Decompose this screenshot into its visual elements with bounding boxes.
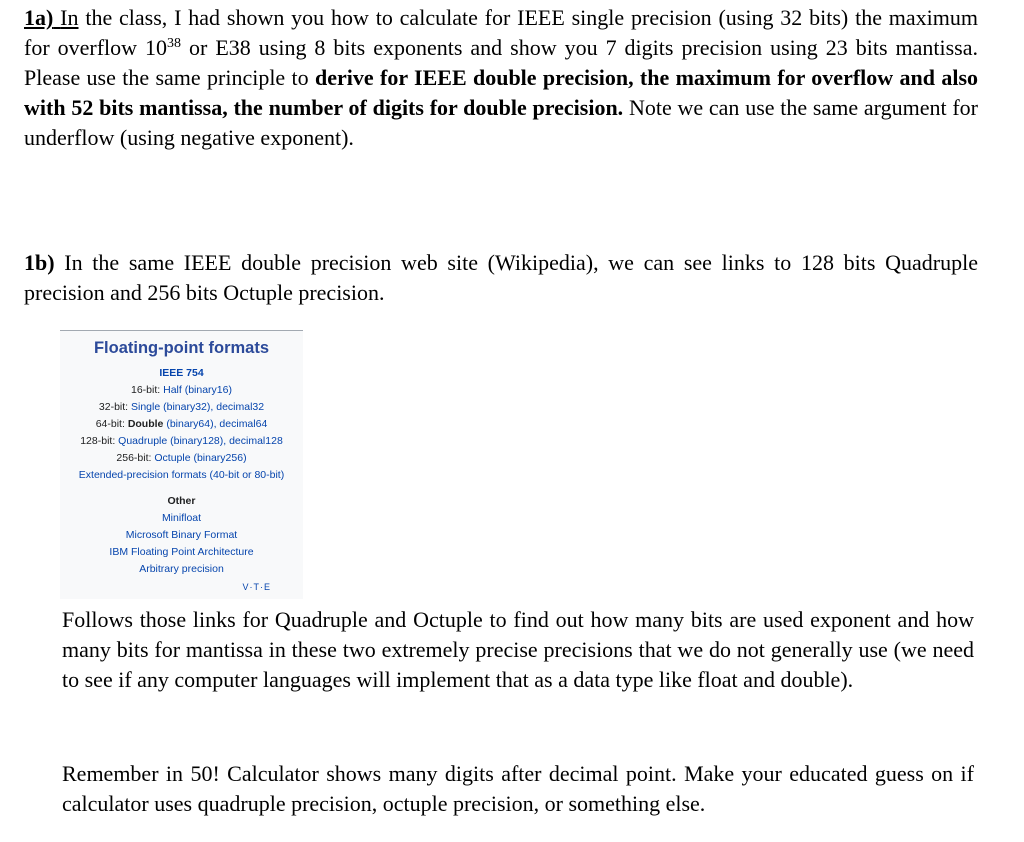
- navbox-row-prefix: 32-bit:: [98, 401, 131, 413]
- navbox-row-main-link: Double: [127, 418, 164, 430]
- navbox-row-prefix: 64-bit:: [95, 418, 128, 430]
- question-1a-label-word: In: [60, 5, 79, 30]
- navbox-ieee-section: [60, 365, 303, 484]
- navbox-row-prefix: 256-bit:: [116, 452, 155, 464]
- remember-paragraph: Remember in 50! Calculator shows many digits after decimal point. Make your educated guess on if calculator uses quadruple precision, octuple precision, or something else.: [62, 761, 974, 816]
- navbox-row-rest-links[interactable]: (binary256): [190, 452, 247, 464]
- question-1b: [24, 248, 978, 308]
- question-1a-bold-task: derive for IEEE double precision, the maximum for overflow and also with 52 bits mantissa, the number of digits for double precision.: [24, 65, 979, 120]
- navbox-row-main-link[interactable]: Single: [131, 401, 161, 413]
- navbox-row-rest-links[interactable]: (binary32), decimal32: [160, 401, 265, 413]
- navbox-vte-links[interactable]: V·T·E: [242, 582, 271, 592]
- navbox-row-prefix: 128-bit:: [80, 435, 119, 447]
- navbox-ieee-row: [60, 416, 303, 433]
- follows-paragraph: Follows those links for Quadruple and Octuple to find out how many bits are used exponent and how many bits for mantissa in these two extremely precise precisions that we do not generally use (we need to see if any computer languages will implement that as a data type like float and double).: [62, 607, 974, 692]
- question-1a-text-1: the class, I had shown you how to calculate for IEEE single precision (using 32 bits) the maximum for overflow 10: [24, 5, 979, 60]
- question-1b-label: 1b): [24, 250, 55, 275]
- navbox-row-rest-links[interactable]: (binary64), decimal64: [163, 418, 268, 430]
- navbox-row-prefix: 16-bit:: [131, 384, 164, 396]
- navbox-row-main-link[interactable]: Half: [163, 384, 182, 396]
- exponent-superscript: 38: [167, 36, 182, 51]
- question-1a-text-2: or E38 using 8 bits exponents and show you 7 digits precision using 23 bits mantissa. Please use the same principle to: [24, 35, 978, 90]
- question-1b-text: In the same IEEE double precision web site (Wikipedia), we can see links to 128 bits Quadruple precision and 256 bits Octuple precision.: [24, 250, 978, 305]
- navbox-ieee-row: [60, 399, 303, 416]
- navbox-row-main-link[interactable]: Quadruple: [118, 435, 168, 447]
- navbox-row-main-link[interactable]: Octuple: [154, 452, 191, 464]
- navbox-other-link[interactable]: Microsoft Binary Format: [125, 529, 238, 541]
- navbox-extended-link[interactable]: Extended-precision formats (40-bit or 80-bit): [78, 469, 285, 481]
- navbox-other-section: [60, 492, 303, 578]
- navbox-other-header: Other: [167, 495, 196, 507]
- navbox-title[interactable]: Floating-point formats: [93, 339, 270, 357]
- navbox-row-rest-links[interactable]: (binary128), decimal128: [167, 435, 283, 447]
- floating-point-navbox: [60, 330, 303, 599]
- navbox-row-rest-links[interactable]: (binary16): [181, 384, 232, 396]
- navbox-ieee-list: [60, 382, 303, 467]
- navbox-ieee-header[interactable]: IEEE 754: [159, 367, 204, 379]
- navbox-other-link[interactable]: Arbitrary precision: [139, 563, 224, 575]
- navbox-ieee-row: [60, 382, 303, 399]
- navbox-other-link[interactable]: IBM Floating Point Architecture: [109, 546, 254, 558]
- navbox-ieee-row: [60, 450, 303, 467]
- navbox-other-link[interactable]: Minifloat: [161, 512, 202, 524]
- question-1a: [24, 3, 978, 153]
- question-1a-text-3: Note we can use the same argument for underflow (using negative exponent).: [24, 95, 979, 150]
- navbox-other-list: [60, 510, 303, 578]
- navbox-ieee-row: [60, 433, 303, 450]
- question-1a-label: 1a): [24, 5, 54, 30]
